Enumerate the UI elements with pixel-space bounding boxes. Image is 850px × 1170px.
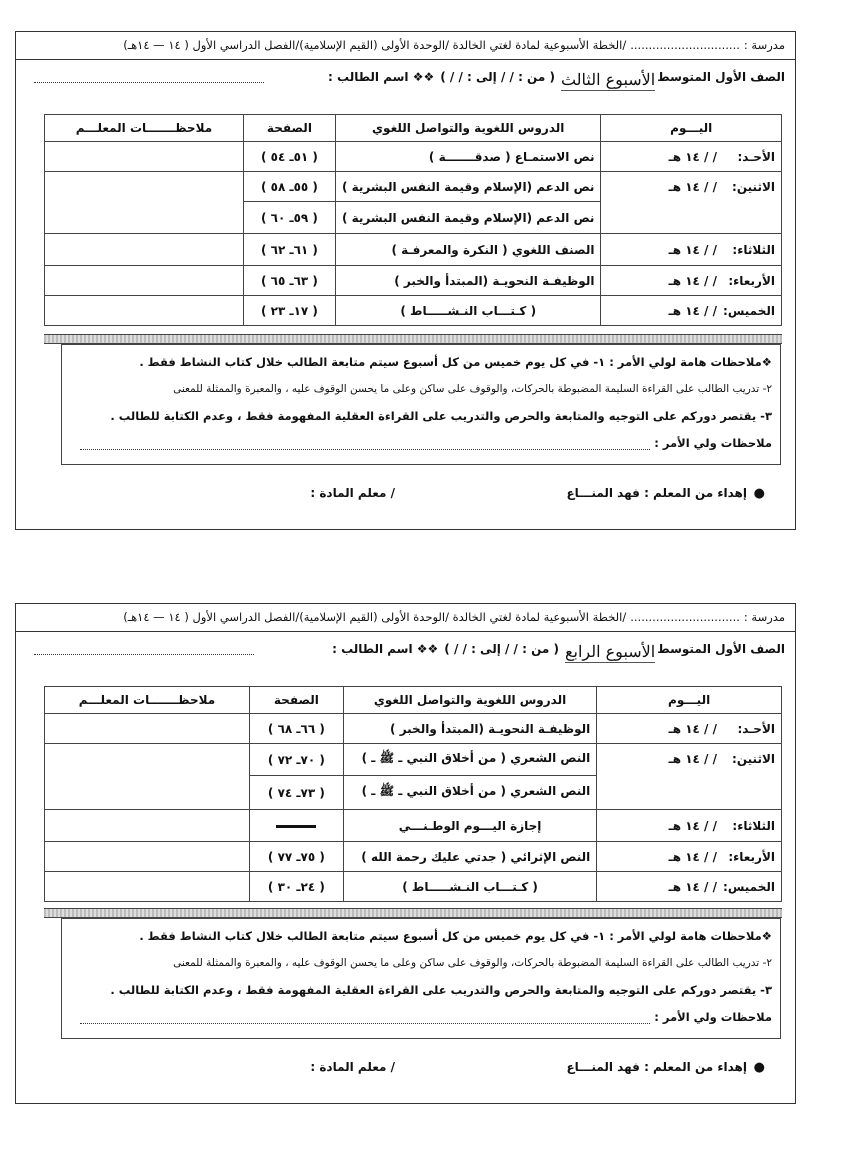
note-line-2: ٢- تدريب الطالب على القراءة السليمة المضبوطة بالحركات، والوقوف على ساكن وعلى ما يحسن الوقوف عليه ، والمعبرة والممثلة للمعنى — [173, 383, 772, 395]
teacher-note-cell[interactable] — [45, 810, 250, 842]
sheet-header — [16, 32, 795, 60]
lesson-cell: إجازة اليـــوم الوطـنـــي — [343, 810, 596, 842]
teacher-note-cell[interactable] — [45, 714, 250, 744]
day-date: / / ١٤ هـ — [668, 273, 717, 288]
lesson-cell: النص الشعري ( من أخلاق النبي ـ ﷺ ـ ) — [343, 776, 596, 810]
lesson-cell: النص الشعري ( من أخلاق النبي ـ ﷺ ـ ) — [343, 744, 596, 776]
col-day: اليـــوم — [601, 115, 782, 142]
plan-table — [44, 686, 782, 902]
student-name-field[interactable] — [34, 82, 264, 83]
day-name: الأربعاء: — [728, 273, 775, 288]
col-notes: ملاحظـــــــات المعلـــم — [45, 115, 244, 142]
page-cell: ( ٧٥ـ ٧٧ ) — [249, 842, 343, 872]
table-row — [45, 172, 782, 202]
teacher-note-cell[interactable] — [45, 266, 244, 296]
page-cell — [249, 810, 343, 842]
teacher-note-cell[interactable] — [45, 172, 244, 234]
day-name: الثلاثاء: — [732, 242, 775, 257]
student-name-label: ❖❖ اسم الطالب : — [332, 642, 439, 656]
grade-label: الصف الأول المتوسط — [657, 70, 785, 84]
school-dots: .............................. — [630, 38, 740, 52]
student-name-label: ❖❖ اسم الطالب : — [328, 70, 435, 84]
day-name: الخميس: — [723, 303, 775, 318]
plan-table — [44, 114, 782, 326]
teacher-note-cell[interactable] — [45, 296, 244, 326]
parent-notes-box — [61, 344, 781, 465]
page-cell: ( ٥٥ـ ٥٨ ) — [243, 172, 335, 202]
page-cell: ( ٧٣ـ ٧٤ ) — [249, 776, 343, 810]
gift-from-teacher: إهداء من المعلم : فهد المنـــاع — [566, 486, 747, 500]
note-line-3: ٣- يقتصر دوركم على التوجيه والمتابعة والحرص والتدريب على القراءة العقلية المفهومة فقط ، وعدم الكتابة للطالب . — [110, 983, 772, 997]
note-line-1: ❖ملاحظات هامة لولي الأمر : ١- في كل يوم خميس من كل أسبوع سيتم متابعة الطالب خلال كتاب النشاط فقط . — [139, 355, 772, 369]
student-name-field[interactable] — [34, 654, 254, 655]
table-row — [45, 142, 782, 172]
day-date: / / ١٤ هـ — [668, 849, 717, 864]
week-row — [16, 70, 795, 94]
page-cell: ( ٢٤ـ ٣٠ ) — [249, 872, 343, 902]
col-lessons: الدروس اللغوية والتواصل اللغوي — [343, 687, 596, 714]
day-date: / / ١٤ هـ — [668, 180, 717, 194]
col-notes: ملاحظـــــــات المعلـــم — [45, 687, 250, 714]
subject-teacher-label: / معلم المادة : — [310, 1060, 395, 1074]
day-name: الأحـد: — [737, 721, 775, 736]
page-cell: ( ٦٦ـ ٦٨ ) — [249, 714, 343, 744]
parent-notes-label: ملاحظات ولي الأمر : — [654, 1010, 772, 1024]
day-date: / / ١٤ هـ — [668, 242, 717, 257]
lesson-cell: نص الدعم (الإسلام وقيمة النفس البشرية ) — [335, 172, 600, 202]
table-row — [45, 842, 782, 872]
col-page: الصفحة — [243, 115, 335, 142]
lesson-cell: الوظيفـة النحويـة (المبتدأ والخبر ) — [335, 266, 600, 296]
day-name: الثلاثاء: — [732, 818, 775, 833]
teacher-note-cell[interactable] — [45, 744, 250, 810]
day-name: الخميس: — [723, 879, 775, 894]
date-range: ( من : / / إلى : / / ) — [444, 642, 559, 656]
parent-notes-field[interactable] — [80, 1011, 650, 1024]
table-row — [45, 234, 782, 266]
page-cell: ( ١٧ـ ٢٣ ) — [243, 296, 335, 326]
lesson-cell: النص الإثرائي ( جدتي عليك رحمة الله ) — [343, 842, 596, 872]
page-cell: ( ٦١ـ ٦٢ ) — [243, 234, 335, 266]
day-name: الاثنين: — [732, 752, 775, 766]
teacher-note-cell[interactable] — [45, 872, 250, 902]
table-row — [45, 872, 782, 902]
table-row — [45, 744, 782, 776]
separator-band — [44, 334, 782, 344]
school-label: مدرسة : — [743, 610, 785, 624]
page-cell: ( ٦٣ـ ٦٥ ) — [243, 266, 335, 296]
col-lessons: الدروس اللغوية والتواصل اللغوي — [335, 115, 600, 142]
subject-teacher-label: / معلم المادة : — [310, 486, 395, 500]
parent-notes-field[interactable] — [80, 437, 650, 450]
table-row — [45, 810, 782, 842]
teacher-note-cell[interactable] — [45, 142, 244, 172]
table-row — [45, 296, 782, 326]
gift-from-teacher: إهداء من المعلم : فهد المنـــاع — [566, 1060, 747, 1074]
parent-notes-label: ملاحظات ولي الأمر : — [654, 436, 772, 450]
weekly-plan-sheet-1 — [15, 31, 796, 530]
bullet-icon: ● — [753, 486, 765, 501]
page-cell: ( ٥٩ـ ٦٠ ) — [243, 202, 335, 234]
table-row — [45, 714, 782, 744]
day-name: الأحـد: — [737, 149, 775, 164]
plan-title: /الخطة الأسبوعية لمادة لغتي الخالدة /الوحدة الأولى (القيم الإسلامية)/الفصل الدراسي الأول ( ١٤ — ١٤هـ) — [123, 38, 627, 52]
lesson-cell: ( كـتـــاب النـشـــــاط ) — [343, 872, 596, 902]
day-date: / / ١٤ هـ — [668, 303, 717, 318]
day-date: / / ١٤ هـ — [668, 149, 717, 164]
day-name: الاثنين: — [732, 180, 775, 194]
note-line-3: ٣- يقتصر دوركم على التوجيه والمتابعة والحرص والتدريب على القراءة العقلية المفهومة فقط ، وعدم الكتابة للطالب . — [110, 409, 772, 423]
week-label: الأسبوع الرابع — [564, 642, 656, 661]
date-range: ( من : / / إلى : / / ) — [440, 70, 555, 84]
lesson-cell: ( كـتـــاب النـشـــــاط ) — [335, 296, 600, 326]
plan-title: /الخطة الأسبوعية لمادة لغتي الخالدة /الوحدة الأولى (القيم الإسلامية)/الفصل الدراسي الأول ( ١٤ — ١٤هـ) — [123, 610, 627, 624]
day-date: / / ١٤ هـ — [668, 721, 717, 736]
week-row — [16, 642, 795, 666]
day-date: / / ١٤ هـ — [668, 818, 717, 833]
parent-notes-box — [61, 918, 781, 1039]
bullet-icon: ● — [753, 1060, 765, 1075]
teacher-note-cell[interactable] — [45, 842, 250, 872]
day-date: / / ١٤ هـ — [668, 879, 717, 894]
day-date: / / ١٤ هـ — [668, 752, 717, 766]
day-name: الأربعاء: — [728, 849, 775, 864]
teacher-note-cell[interactable] — [45, 234, 244, 266]
note-line-2: ٢- تدريب الطالب على القراءة السليمة المضبوطة بالحركات، والوقوف على ساكن وعلى ما يحسن الوقوف عليه ، والمعبرة والممثلة للمعنى — [173, 957, 772, 969]
school-label: مدرسة : — [743, 38, 785, 52]
lesson-cell: نص الدعم (الإسلام وقيمة النفس البشرية ) — [335, 202, 600, 234]
weekly-plan-sheet-2 — [15, 603, 796, 1104]
col-day: اليـــوم — [597, 687, 782, 714]
page-cell: ( ٧٠ـ ٧٢ ) — [249, 744, 343, 776]
week-label: الأسبوع الثالث — [560, 70, 656, 89]
note-line-1: ❖ملاحظات هامة لولي الأمر : ١- في كل يوم خميس من كل أسبوع سيتم متابعة الطالب خلال كتاب النشاط فقط . — [139, 929, 772, 943]
table-row — [45, 266, 782, 296]
lesson-cell: الصنف اللغوي ( النكرة والمعرفـة ) — [335, 234, 600, 266]
separator-band — [44, 908, 782, 918]
page-cell: ( ٥١ـ ٥٤ ) — [243, 142, 335, 172]
col-page: الصفحة — [249, 687, 343, 714]
grade-label: الصف الأول المتوسط — [657, 642, 785, 656]
no-page-dash — [276, 825, 316, 828]
lesson-cell: الوظيفـة النحويـة (المبتدأ والخبر ) — [343, 714, 596, 744]
sheet-header — [16, 604, 795, 632]
school-dots: .............................. — [630, 610, 740, 624]
lesson-cell: نص الاستمـاع ( صدقـــــــة ) — [335, 142, 600, 172]
